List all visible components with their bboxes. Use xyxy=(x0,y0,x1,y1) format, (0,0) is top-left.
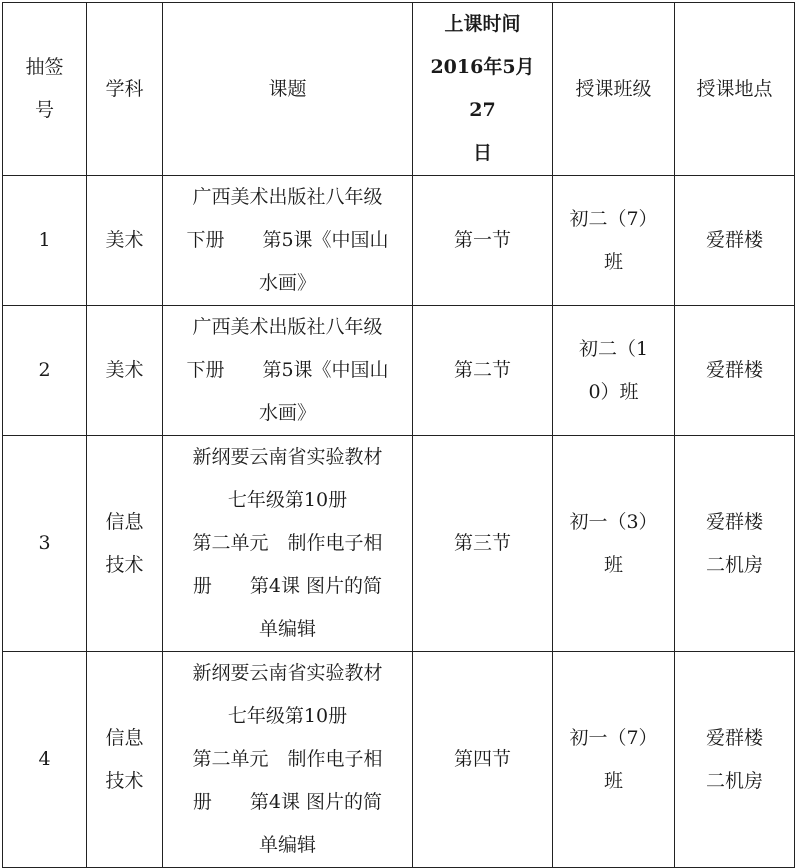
cell-class: 初二（1 0）班 xyxy=(553,306,675,436)
cell-topic: 新纲要云南省实验教材 七年级第10册 第二单元 制作电子相 册 第4课 图片的简 单编辑 xyxy=(163,436,413,652)
cell-class: 初二（7） 班 xyxy=(553,176,675,306)
cell-subject: 信息 技术 xyxy=(87,436,163,652)
table-header-row xyxy=(3,3,795,176)
header-num: 抽签 号 xyxy=(3,3,87,176)
header-class: 授课班级 xyxy=(553,3,675,176)
cell-period: 第一节 xyxy=(413,176,553,306)
cell-subject: 美术 xyxy=(87,176,163,306)
header-topic: 课题 xyxy=(163,3,413,176)
cell-location: 爱群楼 二机房 xyxy=(675,436,795,652)
cell-subject: 美术 xyxy=(87,306,163,436)
cell-num: 3 xyxy=(3,436,87,652)
cell-num: 1 xyxy=(3,176,87,306)
cell-topic: 新纲要云南省实验教材 七年级第10册 第二单元 制作电子相 册 第4课 图片的简 单编辑 xyxy=(163,652,413,868)
cell-period: 第四节 xyxy=(413,652,553,868)
cell-num: 2 xyxy=(3,306,87,436)
cell-period: 第三节 xyxy=(413,436,553,652)
cell-subject: 信息 技术 xyxy=(87,652,163,868)
cell-location: 爱群楼 xyxy=(675,176,795,306)
cell-class: 初一（7） 班 xyxy=(553,652,675,868)
table-row xyxy=(3,436,795,652)
table-row xyxy=(3,652,795,868)
cell-topic: 广西美术出版社八年级 下册 第5课《中国山 水画》 xyxy=(163,306,413,436)
cell-num: 4 xyxy=(3,652,87,868)
header-subject: 学科 xyxy=(87,3,163,176)
cell-topic: 广西美术出版社八年级 下册 第5课《中国山 水画》 xyxy=(163,176,413,306)
header-time: 上课时间 2016年5月27 日 xyxy=(413,3,553,176)
header-location: 授课地点 xyxy=(675,3,795,176)
cell-location: 爱群楼 二机房 xyxy=(675,652,795,868)
cell-location: 爱群楼 xyxy=(675,306,795,436)
cell-class: 初一（3） 班 xyxy=(553,436,675,652)
cell-period: 第二节 xyxy=(413,306,553,436)
schedule-table xyxy=(2,2,795,868)
table-row xyxy=(3,306,795,436)
table-row xyxy=(3,176,795,306)
